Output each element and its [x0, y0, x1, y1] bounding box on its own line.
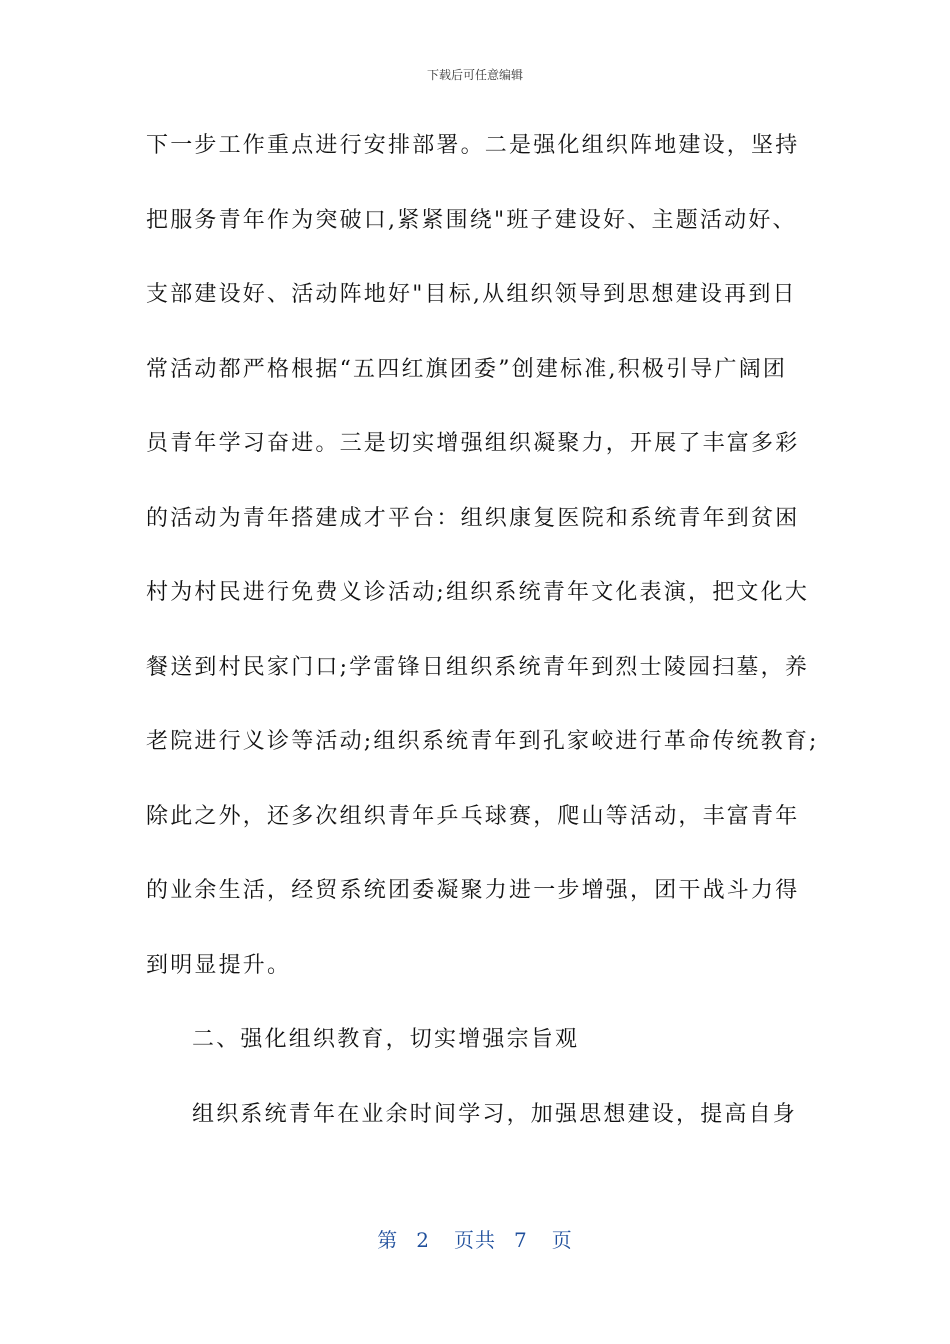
body-line: 除此之外，还多次组织青年乒乓球赛，爬山等活动，丰富青年 [146, 803, 800, 829]
body-line: 餐送到村民家门口;学雷锋日组织系统青年到烈士陵园扫墓，养 [146, 654, 810, 680]
body-line: 把服务青年作为突破口,紧紧围绕"班子建设好、主题活动好、 [146, 207, 797, 233]
body-line: 常活动都严格根据“五四红旗团委”创建标准,积极引导广阔团 [146, 356, 788, 382]
page-number: 2 [416, 1228, 430, 1252]
total-pages: 7 [514, 1228, 528, 1252]
paragraph-start: 组织系统青年在业余时间学习，加强思想建设，提高自身 [192, 1101, 798, 1127]
page-end-label: 页 [551, 1228, 573, 1252]
body-line: 的活动为青年搭建成才平台：组织康复医院和系统青年到贫困 [146, 505, 800, 531]
body-line: 下一步工作重点进行安排部署。二是强化组织阵地建设，坚持 [146, 133, 800, 158]
body-line: 村为村民进行免费义诊活动;组织系统青年文化表演，把文化大 [146, 580, 810, 605]
page-of-label: 页共 [454, 1228, 496, 1252]
body-line: 老院进行义诊等活动;组织系统青年到孔家峧进行革命传统教育; [146, 729, 819, 754]
body-line: 员青年学习奋进。三是切实增强组织凝聚力，开展了丰富多彩 [146, 431, 800, 456]
section-heading: 二、强化组织教育，切实增强宗旨观 [192, 1027, 580, 1052]
body-line: 到明显提升。 [146, 952, 292, 978]
body-line: 的业余生活，经贸系统团委凝聚力进一步增强，团干战斗力得 [146, 878, 800, 903]
page-footer [0, 1224, 950, 1253]
page-label: 第 [377, 1228, 399, 1252]
body-line: 支部建设好、活动阵地好"目标,从组织领导到思想建设再到日 [146, 282, 797, 307]
document-body [146, 122, 826, 1165]
header-note: 下载后可任意编辑 [426, 68, 523, 82]
